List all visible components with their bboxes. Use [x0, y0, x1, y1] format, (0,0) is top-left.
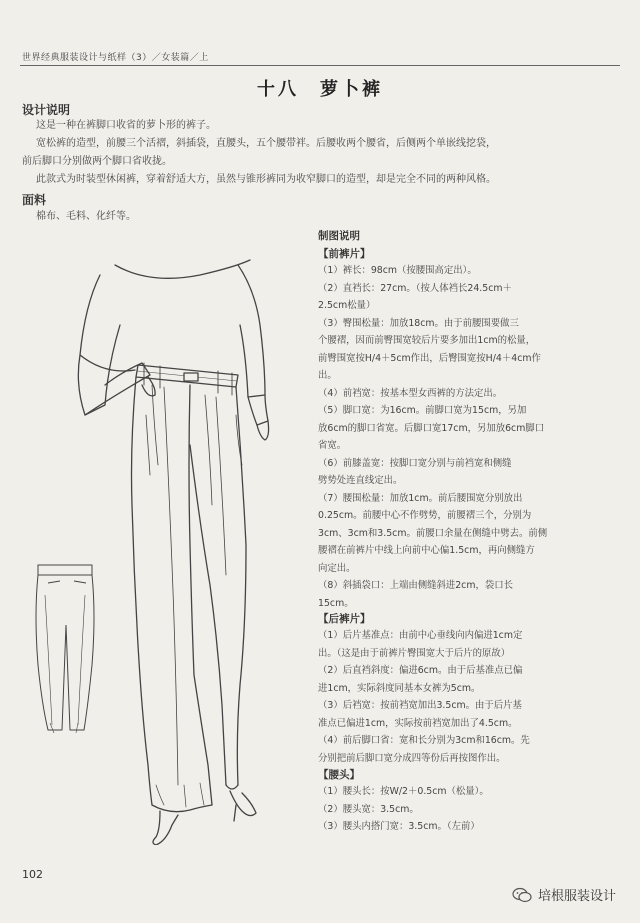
front-line-13: 劈势处连直线定出。: [318, 475, 403, 486]
front-line-15: 0.25cm。前腰中心不作劈势，前腰褶三个，分别为: [318, 510, 532, 521]
running-head: 世界经典服装设计与纸样（3）／女装篇／上: [22, 53, 209, 63]
front-line-7: 出。: [318, 370, 337, 381]
back-heading: 【后裤片】: [318, 613, 371, 625]
waist-heading: 【腰头】: [318, 769, 360, 781]
back-line-8: 分别把前后脚口宽分成四等份后再按图作出。: [318, 752, 506, 764]
front-line-18: 向定出。: [318, 562, 356, 574]
front-line-3: 2.5cm松量）: [318, 300, 376, 311]
header-rule: [20, 65, 620, 66]
wechat-icon: [512, 887, 532, 903]
front-line-17: 腰褶在前裤片中线上向前中心偏1.5cm，再向侧缝方: [318, 545, 535, 556]
design-line-4: 此款式为时装型休闲裤，穿着舒适大方，虽然与锥形裤同为收窄脚口的造型，却是完全不同的两种风格。: [36, 174, 496, 185]
waist-notes: [318, 783, 624, 836]
back-line-7: （4）前后脚口省：宽和长分别为3cm和16cm。先: [318, 735, 530, 746]
trousers-flat-sketch: [30, 555, 100, 745]
design-line-3: 前后脚口分别做两个脚口省收拢。: [22, 156, 172, 167]
front-line-6: 前臀围宽按H/4＋5cm作出，后臀围宽按H/4＋4cm作: [318, 352, 541, 364]
front-line-10: 放6cm的脚口省宽。后脚口宽17cm，另加放6cm脚口: [318, 422, 545, 434]
front-line-11: 省宽。: [318, 440, 347, 451]
fabric-text: 棉布、毛料、化纤等。: [36, 211, 136, 222]
back-line-6: 准点已偏进1cm，实际按前裆宽加出了4.5cm。: [318, 717, 518, 729]
design-line-2: 宽松裤的造型，前腰三个活褶，斜插袋，直腰头，五个腰带袢。后腰收两个腰省，后侧两个单嵌线挖袋，: [36, 138, 496, 149]
front-line-12: （6）前膝盖宽：按脚口宽分别与前裆宽和侧缝: [318, 457, 512, 469]
watermark: [512, 885, 616, 904]
chapter-title: 十八 萝卜裤: [257, 79, 383, 100]
front-line-9: （5）脚口宽：为16cm。前脚口宽为15cm，另加: [318, 405, 527, 416]
front-line-16: 3cm、3cm和3.5cm。前腰口余量在侧缝中劈去。前侧: [318, 527, 548, 539]
waist-line-2: （2）腰头宽：3.5cm。: [318, 803, 419, 815]
front-line-5: 个腰褶，因而前臀围宽较后片要多加出1cm的松量，: [318, 335, 536, 346]
front-line-1: （1）裤长：98cm（按腰围高定出）。: [318, 265, 477, 276]
back-line-1: （1）后片基准点：由前中心垂线向内偏进1cm定: [318, 630, 523, 641]
design-heading: 设计说明: [22, 103, 71, 117]
back-line-5: （3）后裆宽：按前裆宽加出3.5cm。由于后片基: [318, 700, 522, 711]
design-line-1: 这是一种在裤脚口收省的萝卜形的裤子。: [36, 120, 216, 131]
front-line-14: （7）腰围松量：加放1cm。前后腰围宽分别放出: [318, 492, 523, 504]
waist-line-1: （1）腰头长：按W/2＋0.5cm（松量）。: [318, 786, 489, 797]
watermark-text: 培根服装设计: [537, 889, 616, 904]
back-line-4: 进1cm，实际斜度同基本女裤为5cm。: [318, 682, 481, 694]
waist-line-3: （3）腰头内搭门宽：3.5cm。（左前）: [318, 821, 480, 832]
back-line-3: （2）后直裆斜度：偏进6cm。由于后基准点已偏: [318, 665, 523, 676]
fabric-heading: 面料: [22, 193, 47, 207]
back-notes: [318, 627, 624, 767]
trousers-figure-illustration: [60, 245, 310, 845]
front-line-2: （2）直裆长：27cm。（按人体裆长24.5cm＋: [318, 282, 512, 294]
front-line-19: （8）斜插袋口：上端由侧缝斜进2cm，袋口长: [318, 580, 513, 591]
front-line-20: 15cm。: [318, 597, 354, 609]
front-line-8: （4）前裆宽：按基本型女西裤的方法定出。: [318, 387, 503, 399]
front-line-4: （3）臀围松量：加放18cm。由于前腰围要做三: [318, 317, 519, 329]
drafting-heading: 制图说明: [318, 230, 360, 242]
page-number: 102: [22, 868, 43, 881]
front-heading: 【前裤片】: [318, 248, 371, 260]
front-notes: [318, 262, 624, 612]
back-line-2: 出。（这是由于前裤片臀围宽大于后片的原故）: [318, 647, 511, 659]
